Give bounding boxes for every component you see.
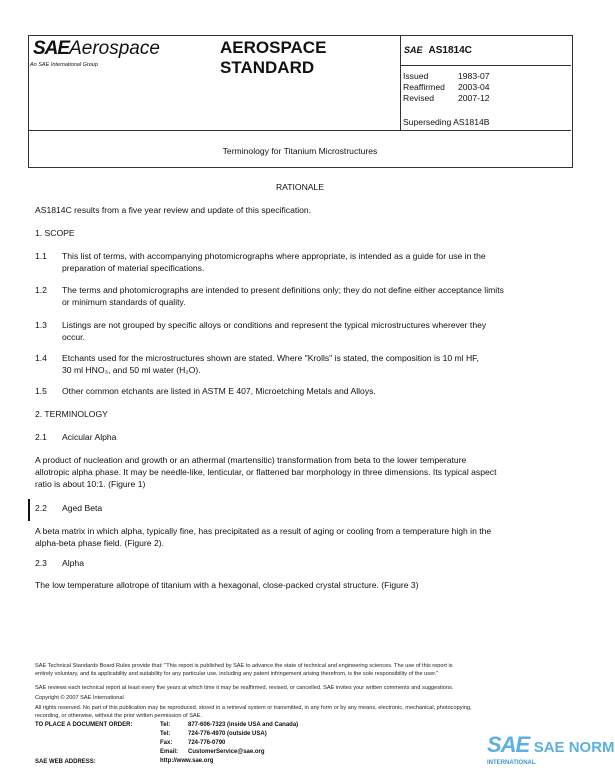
date-value: 1983-07 [458, 71, 490, 81]
line: SAE Technical Standards Board Rules provide that: "This report is published by SAE to advance the state of technical and engineering sciences. The use of this report is [35, 663, 453, 669]
contact-label: Fax: [160, 740, 173, 746]
line: A product of nucleation and growth or an athermal (martensitic) transformation from beta to the lower temperature [35, 455, 467, 465]
contact-label: Email: [160, 749, 179, 755]
date-label: Revised [403, 93, 435, 103]
item-text [62, 284, 504, 308]
date-value: 2003-04 [458, 82, 490, 92]
doc-number-text: AS1814C [428, 45, 472, 56]
item-text [62, 352, 479, 376]
doc-title: Terminology for Titanium Microstructures [222, 146, 378, 156]
logo-subtitle: An SAE International Group [30, 62, 98, 68]
date-row [403, 93, 490, 104]
term-definition [35, 579, 419, 591]
sae-aerospace-logo [33, 38, 160, 60]
line: allotropic alpha phase. It may be needle-like, lenticular, or flattened bar morphology in three dimensions. Its typical aspect [35, 467, 497, 477]
logo-brand: SAE [33, 38, 70, 59]
item-number: 1.1 [35, 251, 47, 261]
date-row [403, 82, 490, 93]
watermark-logo: SAE [487, 732, 530, 757]
date-value: 2007-12 [458, 93, 490, 103]
footer-rules [35, 662, 453, 678]
watermark-text: SAE NORM [533, 739, 615, 756]
line: Listings are not grouped by specific alloys or conditions and represent the typical microstructures wherever they [62, 320, 487, 330]
date-label: Issued [403, 71, 429, 81]
footer-review: SAE reviews each technical report at least every five years at which time it may be reaffirmed, revised, or cancelled. SAE invites your written comments and suggestions. [35, 685, 454, 691]
date-table [403, 71, 490, 104]
contact-value: 877-606-7323 (inside USA and Canada) [188, 722, 299, 728]
contact-list [160, 721, 298, 757]
line: Other common etchants are listed in ASTM E 407, Microetching Metals and Alloys. [62, 386, 376, 396]
sae-norm-watermark [487, 734, 615, 767]
item-text [62, 250, 486, 274]
footer-rights [35, 704, 472, 720]
item-number: 1.5 [35, 386, 47, 396]
header-divider [400, 65, 571, 66]
term-definition [35, 454, 496, 490]
rationale-heading: RATIONALE [275, 182, 325, 192]
contact-label: Tel: [160, 722, 171, 728]
line: This list of terms, with accompanying photomicrographs where appropriate, is intended as a guide for use in the [62, 251, 486, 261]
contact-label: Tel: [160, 731, 171, 737]
contact-value: 724-776-0790 [188, 740, 226, 746]
line: A beta matrix in which alpha, typically fine, has precipitated as a result of aging or cooling from a temperature high in the [35, 526, 492, 536]
watermark-sub: INTERNATIONAL [487, 760, 536, 766]
date-label: Reaffirmed [403, 82, 445, 92]
term-definition [35, 525, 491, 549]
line: preparation of material specifications. [62, 263, 205, 273]
rationale-text: AS1814C results from a five year review and update of this specification. [35, 205, 312, 215]
contact-value: 724-776-4970 (outside USA) [188, 731, 267, 737]
web-label: SAE WEB ADDRESS: [35, 759, 96, 765]
term-name: Aged Beta [62, 503, 103, 513]
term-number: 2.3 [35, 558, 47, 568]
line: All rights reserved. No part of this publication may be reproduced, stored in a retrieval system or transmitted, in any form or by any means, electronic, mechanical, photocopying, [35, 705, 472, 711]
line: ratio is about 10:1. (Figure 1) [35, 479, 146, 489]
superseding: Superseding AS1814B [403, 117, 490, 127]
line: entirely voluntary, and its applicability and suitability for any particular use, including any patent infringement arising therefrom, is the sole responsibility of the user." [35, 671, 439, 677]
line: The terms and photomicrographs are intended to present definitions only; they do not define either acceptance limits [62, 285, 504, 295]
term-number: 2.2 [35, 503, 47, 513]
change-bar [28, 499, 30, 521]
email-link[interactable]: CustomerService@sae.org [188, 749, 265, 755]
web-link[interactable]: http://www.sae.org [160, 758, 214, 764]
line: alpha-beta phase field. (Figure 2). [35, 538, 164, 548]
line: Etchants used for the microstructures shown are stated. Where "Krolls" is stated, the composition is 10 ml HF, [62, 353, 479, 363]
term-number: 2.1 [35, 432, 47, 442]
section-heading: 1. SCOPE [35, 228, 75, 238]
term-name: Acicular Alpha [62, 432, 117, 442]
item-number: 1.4 [35, 353, 47, 363]
line: occur. [62, 332, 85, 342]
logo-word: Aerospace [69, 38, 160, 59]
doc-type-title [220, 38, 326, 78]
order-label: TO PLACE A DOCUMENT ORDER: [35, 722, 133, 728]
date-row [403, 71, 490, 82]
item-number: 1.3 [35, 320, 47, 330]
footer-copyright: Copyright © 2007 SAE International [35, 695, 124, 701]
header-divider [400, 35, 401, 130]
line: or minimum standards of quality. [62, 297, 186, 307]
line: The low temperature allotrope of titanium with a hexagonal, close-packed crystal structure. (Figure 3) [35, 580, 419, 590]
line: recording, or otherwise, without the prior written permission of SAE. [35, 713, 202, 719]
item-text [62, 319, 486, 343]
line: 30 ml HNO₃, and 50 ml water (H₂O). [62, 365, 201, 375]
term-name: Alpha [62, 558, 84, 568]
title-line: AEROSPACE [220, 38, 327, 57]
header-divider [28, 130, 571, 131]
section-heading: 2. TERMINOLOGY [35, 409, 108, 419]
title-line: STANDARD [220, 58, 315, 77]
doc-number [404, 45, 472, 56]
sae-logo-small: SAE [404, 45, 423, 55]
item-text [62, 385, 376, 397]
item-number: 1.2 [35, 285, 47, 295]
